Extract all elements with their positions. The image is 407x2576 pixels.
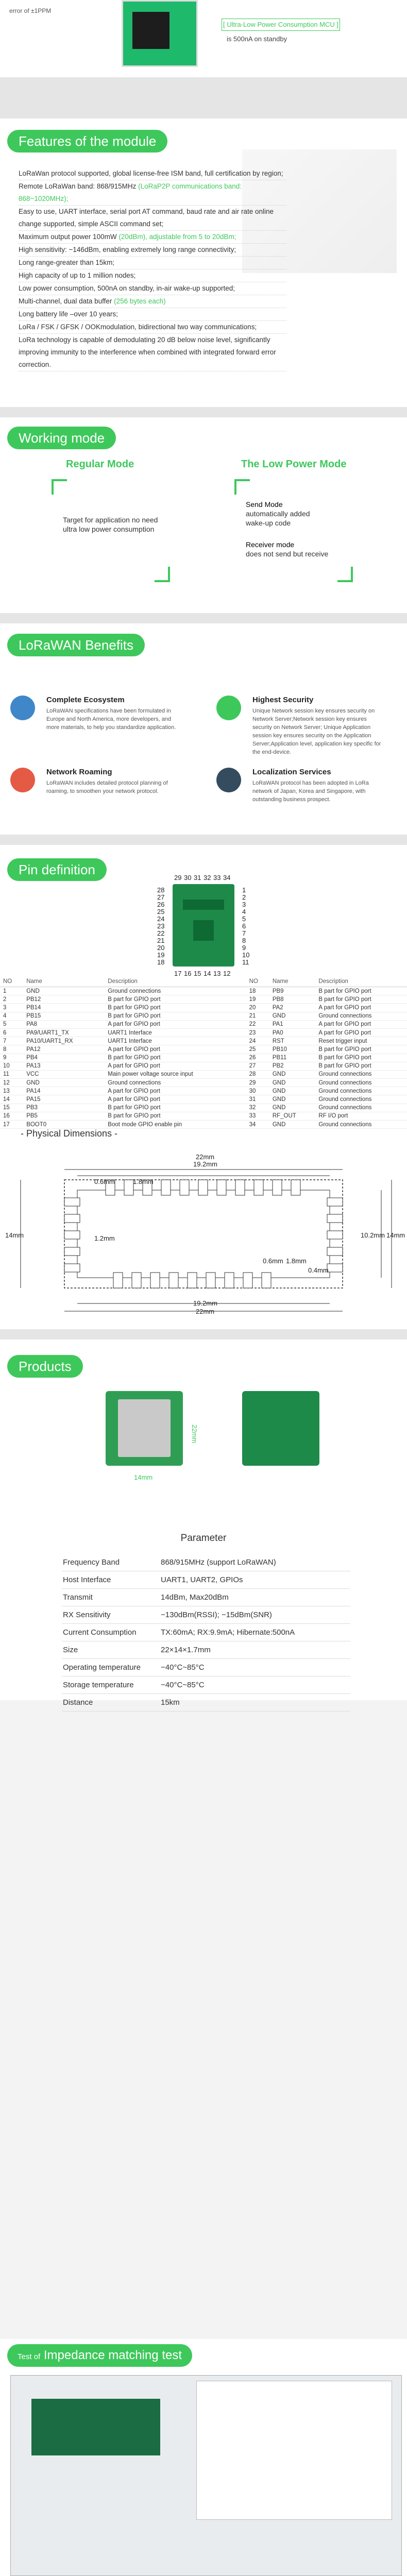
pin-number: 3	[242, 901, 246, 908]
pin-number: 25	[157, 908, 165, 916]
section-title: Products	[7, 1355, 83, 1378]
product-front-image	[106, 1391, 183, 1466]
pin-number: 22	[157, 929, 165, 937]
table-cell: PA12	[23, 1045, 105, 1054]
length-label: 22mm	[191, 1425, 198, 1444]
param-value: −130dBm(RSSI); −15dBm(SNR)	[160, 1606, 350, 1624]
table-cell: 8	[0, 1045, 23, 1054]
table-row	[62, 1589, 350, 1606]
table-cell: 19	[246, 995, 269, 1004]
top-text: error of ±1PPM	[9, 7, 52, 14]
pin-number: 29	[174, 874, 182, 882]
feature-item: Remote LoRaWan band: 868/915MHz (LoRaP2P communications band: 868~1020MHz);	[19, 180, 286, 206]
param-value: −40°C~85°C	[160, 1659, 350, 1676]
dimension-drawing	[0, 1149, 407, 1324]
table-cell: RF I/O port	[315, 1112, 407, 1120]
section-title: LoRaWAN Benefits	[7, 634, 145, 656]
table-cell: 1	[0, 987, 23, 995]
table-cell: GND	[269, 1070, 316, 1078]
lowpower-mode-title: The Low Power Mode	[241, 459, 347, 470]
table-cell: 18	[246, 987, 269, 995]
table-cell: B part for GPIO port	[105, 1112, 246, 1120]
feature-item: LoRa technology is capable of demodulating 20 dB below noise level, significantly improving immunity to the interference when combined with integrated forward error correction.	[19, 334, 286, 371]
table-cell: B part for GPIO port	[105, 995, 246, 1004]
dim-06mm-b: 0.6mm	[263, 1257, 283, 1265]
table-cell: A part for GPIO port	[315, 1020, 407, 1028]
physical-dimensions-title: - Physical Dimensions -	[21, 1128, 118, 1139]
param-value: 22×14×1.7mm	[160, 1641, 350, 1659]
table-cell: 14	[0, 1095, 23, 1104]
pin-number: 7	[242, 929, 246, 937]
section-title: Test of Impedance matching test	[7, 2344, 192, 2367]
table-cell: Ground connections	[315, 1104, 407, 1112]
table-cell: B part for GPIO port	[315, 995, 407, 1004]
table-cell: Ground connections	[105, 1079, 246, 1087]
table-cell: A part for GPIO port	[315, 1028, 407, 1037]
module-top-view	[173, 884, 234, 967]
pin-number: 9	[242, 944, 246, 952]
table-cell: GND	[269, 1121, 316, 1129]
table-cell: PA8	[23, 1020, 105, 1028]
parameter-title: Parameter	[180, 1533, 227, 1544]
table-row	[0, 1087, 407, 1095]
table-cell: 30	[246, 1087, 269, 1095]
dim-06mm: 0.6mm	[94, 1178, 115, 1185]
table-cell: PA9/UART1_TX	[23, 1028, 105, 1037]
table-row	[0, 1037, 407, 1045]
table-cell: Reset trigger input	[315, 1037, 407, 1045]
table-cell: PA13	[23, 1062, 105, 1070]
benefit-text: LoRaWAN includes detailed protocol planning of roaming, to smoothen your network protocol.	[46, 780, 168, 794]
table-cell: PA14	[23, 1087, 105, 1095]
working-mode-section	[0, 407, 407, 613]
table-cell: A part for GPIO port	[105, 1087, 246, 1095]
table-row	[0, 1012, 407, 1020]
products-section	[0, 1329, 407, 1707]
pin-number: 8	[242, 937, 246, 944]
table-row	[0, 1004, 407, 1012]
table-cell: 5	[0, 1020, 23, 1028]
dim-18mm-b: 1.8mm	[286, 1257, 307, 1265]
features-section	[0, 118, 407, 407]
table-cell: A part for GPIO port	[105, 1062, 246, 1070]
param-label: Transmit	[62, 1589, 160, 1606]
dim-22mm-b: 22mm	[196, 1308, 215, 1315]
dim-14mm: 14mm	[5, 1231, 24, 1239]
feature-item: LoRa / FSK / GFSK / OOKmodulation, bidirectional two way communications;	[19, 321, 286, 334]
table-cell: GND	[23, 987, 105, 995]
table-cell: Ground connections	[315, 1121, 407, 1129]
table-cell: PA1	[269, 1020, 316, 1028]
table-row	[62, 1641, 350, 1659]
pin-number: 26	[157, 901, 165, 908]
pin-number: 27	[157, 893, 165, 901]
param-value: −40°C~85°C	[160, 1676, 350, 1694]
pin-table	[0, 976, 407, 1129]
table-row	[0, 1020, 407, 1028]
feature-item: Low power consumption, 500nA on standby, in-air wake-up supported;	[19, 282, 286, 295]
dim-14mm-right: 14mm	[386, 1231, 405, 1239]
param-value: TX:60mA; RX:9.9mA; Hibernate:500nA	[160, 1624, 350, 1641]
benefit-title: Localization Services	[252, 768, 331, 776]
table-row	[62, 1624, 350, 1641]
table-cell: 4	[0, 1012, 23, 1020]
table-cell: B part for GPIO port	[105, 1104, 246, 1112]
table-cell: B part for GPIO port	[315, 1045, 407, 1054]
table-cell: 24	[246, 1037, 269, 1045]
table-cell: 16	[0, 1112, 23, 1120]
feature-item: Easy to use, UART interface, serial port AT command, baud rate and air rate online change supported, simple ASCII command set;	[19, 206, 286, 231]
pin-section	[0, 835, 407, 1329]
pin-table-header: NO	[0, 976, 23, 987]
pin-number: 5	[242, 915, 246, 923]
param-label: Current Consumption	[62, 1624, 160, 1641]
pin-table-header: Name	[23, 976, 105, 987]
pin-number: 34	[223, 874, 231, 882]
table-cell: PB3	[23, 1104, 105, 1112]
pin-table-header: Name	[269, 976, 316, 987]
benefits-section	[0, 613, 407, 835]
table-cell: PA15	[23, 1095, 105, 1104]
pin-number: 14	[204, 970, 211, 977]
dim-04mm: 0.4mm	[308, 1266, 329, 1274]
benefit-icon	[10, 768, 35, 792]
ulpm-subtext: is 500nA on standby	[227, 35, 287, 43]
benefit-text: Unique Network session key ensures security on Network Server;Network session key ensures security on Network Server; Unique Application session key ensures security on the Application Server;Application level, application key specific for the end-device.	[252, 708, 381, 755]
table-cell: BOOT0	[23, 1121, 105, 1129]
param-label: Operating temperature	[62, 1659, 160, 1676]
pin-number: 1	[242, 886, 246, 894]
table-cell: VCC	[23, 1070, 105, 1078]
pin-number: 24	[157, 915, 165, 923]
dim-22mm: 22mm	[196, 1153, 215, 1161]
table-cell: A part for GPIO port	[105, 1020, 246, 1028]
regular-mode-box: Target for application no need ultra low power consumption	[52, 479, 170, 582]
table-cell: UART1 Interface	[105, 1028, 246, 1037]
table-row	[0, 1054, 407, 1062]
impedance-section	[0, 2339, 407, 2576]
feature-item: Long battery life –over 10 years;	[19, 308, 286, 321]
param-label: Distance	[62, 1694, 160, 1711]
table-cell: 34	[246, 1121, 269, 1129]
pin-number: 2	[242, 893, 246, 901]
table-cell: 9	[0, 1054, 23, 1062]
width-label: 14mm	[134, 1473, 153, 1481]
table-cell: GND	[269, 1079, 316, 1087]
param-value: 14dBm, Max20dBm	[160, 1589, 350, 1606]
table-cell: RST	[269, 1037, 316, 1045]
table-cell: 21	[246, 1012, 269, 1020]
dim-102mm: 10.2mm	[361, 1231, 385, 1239]
feature-item: High capacity of up to 1 million nodes;	[19, 269, 286, 282]
pin-number: 11	[242, 958, 249, 966]
pin-table-header: NO	[246, 976, 269, 987]
table-row	[0, 1028, 407, 1037]
dim-12mm: 1.2mm	[94, 1234, 115, 1242]
table-cell: B part for GPIO port	[105, 1012, 246, 1020]
table-cell: Main power voltage source input	[105, 1070, 246, 1078]
table-cell: PB8	[269, 995, 316, 1004]
table-cell: PB15	[23, 1012, 105, 1020]
feature-item: High sensitivity: −146dBm, enabling extremely long range connectivity;	[19, 244, 286, 257]
benefit-title: Complete Ecosystem	[46, 696, 125, 704]
pin-number: 10	[242, 951, 250, 959]
table-row	[62, 1606, 350, 1624]
pin-number: 17	[174, 970, 182, 977]
table-row	[0, 1121, 407, 1129]
table-cell: RF_OUT	[269, 1112, 316, 1120]
table-cell: 33	[246, 1112, 269, 1120]
ulpm-tag: [ Ultra-Low Power Consumption MCU ]	[222, 19, 340, 31]
table-row	[0, 1079, 407, 1087]
lowpower-mode-box: Send Mode automatically added wake-up code Receiver mode does not send but receive	[234, 479, 353, 582]
table-cell: B part for GPIO port	[315, 987, 407, 995]
section-title: Working mode	[7, 427, 116, 449]
pin-number: 23	[157, 922, 165, 930]
top-banner	[0, 0, 407, 77]
feature-item: LoRaWan protocol supported, global license-free ISM band, full certification by region;	[19, 167, 286, 180]
regular-mode-title: Regular Mode	[66, 459, 134, 470]
table-cell: B part for GPIO port	[105, 1054, 246, 1062]
feature-list	[19, 167, 286, 371]
param-value: 15km	[160, 1694, 350, 1711]
table-cell: Ground connections	[105, 987, 246, 995]
table-cell: Ground connections	[315, 1079, 407, 1087]
param-label: Size	[62, 1641, 160, 1659]
pin-number: 19	[157, 951, 165, 959]
table-row	[0, 1045, 407, 1054]
table-row	[62, 1676, 350, 1694]
table-cell: 22	[246, 1020, 269, 1028]
section-title: Pin definition	[7, 858, 107, 881]
table-cell: Ground connections	[315, 1087, 407, 1095]
benefit-icon	[216, 768, 241, 792]
table-cell: 17	[0, 1121, 23, 1129]
table-cell: PA0	[269, 1028, 316, 1037]
product-back-image	[242, 1391, 319, 1466]
table-row	[0, 995, 407, 1004]
table-cell: 12	[0, 1079, 23, 1087]
pin-number: 15	[194, 970, 201, 977]
table-cell: 32	[246, 1104, 269, 1112]
dim-192mm-b: 19.2mm	[193, 1299, 217, 1307]
table-cell: GND	[269, 1012, 316, 1020]
pin-number: 12	[223, 970, 231, 977]
table-cell: 28	[246, 1070, 269, 1078]
table-cell: 13	[0, 1087, 23, 1095]
param-label: Frequency Band	[62, 1554, 160, 1571]
table-cell: GND	[23, 1079, 105, 1087]
table-row	[0, 987, 407, 995]
table-cell: A part for GPIO port	[315, 1004, 407, 1012]
benefit-icon	[216, 696, 241, 720]
table-row	[62, 1694, 350, 1711]
table-row	[62, 1554, 350, 1571]
table-row	[0, 1104, 407, 1112]
table-cell: PB11	[269, 1054, 316, 1062]
table-cell: PB9	[269, 987, 316, 995]
table-cell: UART1 Interface	[105, 1037, 246, 1045]
table-cell: 27	[246, 1062, 269, 1070]
table-cell: PB14	[23, 1004, 105, 1012]
table-cell: 7	[0, 1037, 23, 1045]
pin-table-header: Description	[105, 976, 246, 987]
table-cell: Ground connections	[315, 1012, 407, 1020]
pin-number: 21	[157, 937, 165, 944]
benefit-icon	[10, 696, 35, 720]
table-cell: A part for GPIO port	[105, 1095, 246, 1104]
pin-number: 18	[157, 958, 165, 966]
table-cell: PB12	[23, 995, 105, 1004]
table-cell: A part for GPIO port	[105, 1045, 246, 1054]
feature-item: Multi-channel, dual data buffer (256 bytes each)	[19, 295, 286, 308]
pin-number: 20	[157, 944, 165, 952]
benefit-text: LoRaWAN protocol has been adopted in LoRa network of Japan, Korea and Singapore, with outstanding business prospect.	[252, 780, 369, 803]
table-cell: 29	[246, 1079, 269, 1087]
table-cell: 11	[0, 1070, 23, 1078]
section-title: Features of the module	[7, 130, 167, 152]
table-cell: GND	[269, 1087, 316, 1095]
table-cell: Ground connections	[315, 1070, 407, 1078]
table-cell: B part for GPIO port	[315, 1054, 407, 1062]
param-value: 868/915MHz (support LoRaWAN)	[160, 1554, 350, 1571]
table-row	[62, 1571, 350, 1589]
dim-18mm: 1.8mm	[133, 1178, 154, 1185]
table-cell: GND	[269, 1104, 316, 1112]
table-cell: 2	[0, 995, 23, 1004]
table-cell: PB10	[269, 1045, 316, 1054]
table-row	[0, 1112, 407, 1120]
pin-table-header: Description	[315, 976, 407, 987]
pin-number: 32	[204, 874, 211, 882]
table-cell: GND	[269, 1095, 316, 1104]
param-label: RX Sensitivity	[62, 1606, 160, 1624]
param-value: UART1, UART2, GPIOs	[160, 1571, 350, 1589]
table-cell: B part for GPIO port	[315, 1062, 407, 1070]
table-cell: 6	[0, 1028, 23, 1037]
table-cell: PA10/UART1_RX	[23, 1037, 105, 1045]
table-cell: 31	[246, 1095, 269, 1104]
table-cell: 23	[246, 1028, 269, 1037]
pin-number: 6	[242, 922, 246, 930]
benefit-title: Network Roaming	[46, 768, 112, 776]
table-cell: PB2	[269, 1062, 316, 1070]
table-row	[62, 1659, 350, 1676]
table-row	[0, 1070, 407, 1078]
table-row	[0, 1062, 407, 1070]
pin-number: 4	[242, 908, 246, 916]
benefit-title: Highest Security	[252, 696, 314, 704]
pin-number: 31	[194, 874, 201, 882]
table-cell: B part for GPIO port	[105, 1004, 246, 1012]
pin-number: 13	[213, 970, 221, 977]
module-image	[122, 0, 198, 67]
pin-number: 28	[157, 886, 165, 894]
pin-number: 30	[184, 874, 192, 882]
impedance-screenshot	[10, 2375, 402, 2576]
pin-number: 16	[184, 970, 192, 977]
param-label: Storage temperature	[62, 1676, 160, 1694]
table-cell: PB5	[23, 1112, 105, 1120]
table-cell: PB4	[23, 1054, 105, 1062]
table-cell: 10	[0, 1062, 23, 1070]
table-cell: 25	[246, 1045, 269, 1054]
feature-item: Maximum output power 100mW (20dBm), adjustable from 5 to 20dBm;	[19, 231, 286, 244]
pin-number: 33	[213, 874, 221, 882]
table-cell: 20	[246, 1004, 269, 1012]
feature-item: Long range-greater than 15km;	[19, 257, 286, 269]
table-cell: Ground connections	[315, 1095, 407, 1104]
dim-192mm: 19.2mm	[193, 1160, 217, 1168]
table-row	[0, 1095, 407, 1104]
table-cell: PA2	[269, 1004, 316, 1012]
parameter-table	[62, 1554, 350, 1711]
table-cell: Boot mode GPIO enable pin	[105, 1121, 246, 1129]
benefit-text: LoRaWAN specifications have been formulated in Europe and North America, more developers, and more materials, to help you standardize application.	[46, 708, 176, 731]
table-cell: 26	[246, 1054, 269, 1062]
table-cell: 3	[0, 1004, 23, 1012]
table-cell: 15	[0, 1104, 23, 1112]
param-label: Host Interface	[62, 1571, 160, 1589]
